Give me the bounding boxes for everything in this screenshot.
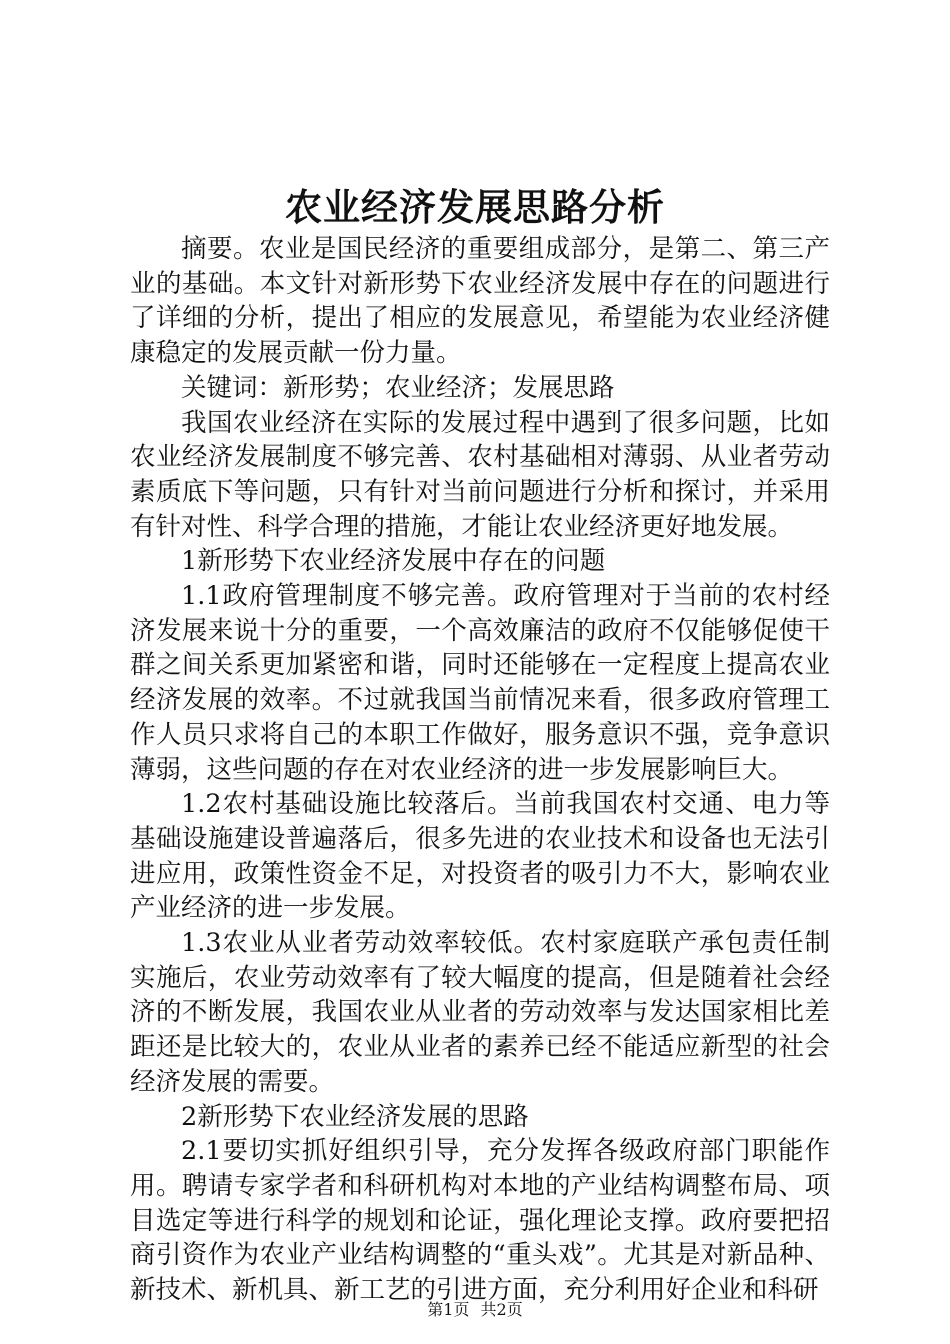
keywords-paragraph: 关键词：新形势；农业经济；发展思路	[181, 372, 615, 403]
section-heading-1: 1新形势下农业经济发展中存在的问题	[181, 546, 606, 577]
abstract-paragraph: 摘要。农业是国民经济的重要组成部分，是第二、第三产业的基础。本文针对新形势下农业经济发展中存在的问题进行了详细的分析，提出了相应的发展意见，希望能为农业经济健康稳定的发展贡献一份力量。	[130, 234, 830, 369]
subsection-1-3-paragraph: 1.3农业从业者劳动效率较低。农村家庭联产承包责任制实施后，农业劳动效率有了较大幅度的提高，但是随着社会经济的不断发展，我国农业从业者的劳动效率与发达国家相比差距还是比较大的，农业从业者的素养已经不能适应新型的社会经济发展的需要。	[130, 928, 830, 1097]
section-heading-2: 2新形势下农业经济发展的思路	[181, 1101, 529, 1132]
page-footer: 第1页 共2页	[427, 1300, 523, 1319]
document-body	[130, 232, 830, 1308]
subsection-1-2-paragraph: 1.2农村基础设施比较落后。当前我国农村交通、电力等基础设施建设普遍落后，很多先进的农业技术和设备也无法引进应用，政策性资金不足，对投资者的吸引力不大，影响农业产业经济的进一步发展。	[130, 789, 830, 924]
subsection-2-1-paragraph: 2.1要切实抓好组织引导，充分发挥各级政府部门职能作用。聘请专家学者和科研机构对本地的产业结构调整布局、项目选定等进行科学的规划和论证，强化理论支撑。政府要把招商引资作为农业产业结构调整的“重头戏”。尤其是对新品种、新技术、新机具、新工艺的引进方面，充分利用好企业和科研	[130, 1136, 830, 1306]
document-title: 农业经济发展思路分析	[285, 186, 665, 229]
subsection-1-1-paragraph: 1.1政府管理制度不够完善。政府管理对于当前的农村经济发展来说十分的重要，一个高效廉洁的政府不仅能够促使干群之间关系更加紧密和谐，同时还能够在一定程度上提高农业经济发展的效率。不过就我国当前情况来看，很多政府管理工作人员只求将自己的本职工作做好，服务意识不强，竞争意识薄弱，这些问题的存在对农业经济的进一步发展影响巨大。	[130, 581, 830, 785]
intro-paragraph: 我国农业经济在实际的发展过程中遇到了很多问题，比如农业经济发展制度不够完善、农村基础相对薄弱、从业者劳动素质底下等问题，只有针对当前问题进行分析和探讨，并采用有针对性、科学合理的措施，才能让农业经济更好地发展。	[130, 407, 830, 542]
